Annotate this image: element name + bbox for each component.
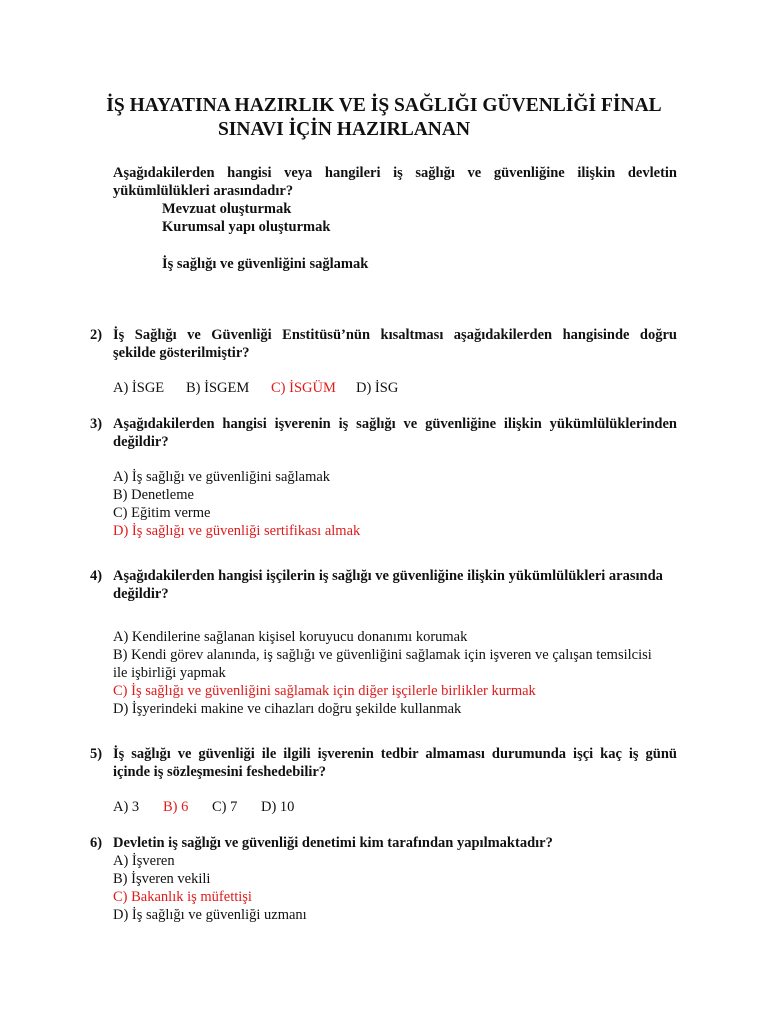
question-6-option-d: D) İş sağlığı ve güvenliği uzmanı xyxy=(113,907,307,923)
question-1-text-line1: Aşağıdakilerden hangisi veya hangileri iş sağlığı ve güvenliğine ilişkin devletin xyxy=(113,165,677,181)
question-2-option-c-correct: C) İSGÜM xyxy=(271,380,336,396)
question-2-text-line1: İş Sağlığı ve Güvenliği Enstitüsü’nün kısaltması aşağıdakilerden hangisinde doğru xyxy=(113,327,677,343)
question-5-text-line2: içinde iş sözleşmesini feshedebilir? xyxy=(113,764,327,780)
question-4-text-line1: Aşağıdakilerden hangisi işçilerin iş sağlığı ve güvenliğine ilişkin yükümlülükleri arasında xyxy=(113,568,663,584)
question-4-text-line2: değildir? xyxy=(113,586,169,602)
question-4-option-c-correct: C) İş sağlığı ve güvenliğini sağlamak için diğer işçilerle birlikler kurmak xyxy=(113,683,536,699)
question-4-option-a: A) Kendilerine sağlanan kişisel koruyucu donanımı korumak xyxy=(113,629,468,645)
question-3-number: 3) xyxy=(90,416,103,432)
question-1-item: Kurumsal yapı oluşturmak xyxy=(162,219,331,235)
question-1-item: İş sağlığı ve güvenliğini sağlamak xyxy=(162,256,369,272)
question-5-text-line1: İş sağlığı ve güvenliği ile ilgili işverenin tedbir almaması durumunda işçi kaç iş günü xyxy=(113,746,677,762)
question-6-option-b: B) İşveren vekili xyxy=(113,871,211,887)
question-1-text-line2: yükümlülükleri arasındadır? xyxy=(113,183,294,199)
question-3-text-line1: Aşağıdakilerden hangisi işverenin iş sağlığı ve güvenliğine ilişkin yükümlülüklerinden xyxy=(113,416,677,432)
question-4-number: 4) xyxy=(90,568,103,584)
question-5-option-b-correct: B) 6 xyxy=(163,799,189,815)
question-5-option-a: A) 3 xyxy=(113,799,140,815)
question-6-option-c-correct: C) Bakanlık iş müfettişi xyxy=(113,889,252,905)
question-6-number: 6) xyxy=(90,835,103,851)
question-5-number: 5) xyxy=(90,746,103,762)
question-4-option-d: D) İşyerindeki makine ve cihazları doğru şekilde kullanmak xyxy=(113,701,462,717)
question-4-option-b-continued: ile işbirliği yapmak xyxy=(113,665,226,681)
question-6-text-line1: Devletin iş sağlığı ve güvenliği denetimi kim tarafından yapılmaktadır? xyxy=(113,835,553,851)
question-3-option-d-correct: D) İş sağlığı ve güvenliği sertifikası almak xyxy=(113,523,361,539)
question-4-option-b: B) Kendi görev alanında, iş sağlığı ve güvenliğini sağlamak için işveren ve çalışan temsilcisi xyxy=(113,647,652,663)
question-3-text-line2: değildir? xyxy=(113,434,169,450)
question-2-option-b: B) İSGEM xyxy=(186,380,250,396)
question-2-number: 2) xyxy=(90,327,103,343)
question-3-option-b: B) Denetleme xyxy=(113,487,194,503)
question-3-option-a: A) İş sağlığı ve güvenliğini sağlamak xyxy=(113,469,331,485)
question-3-option-c: C) Eğitim verme xyxy=(113,505,211,521)
question-1-item: Mevzuat oluşturmak xyxy=(162,201,292,217)
question-2-option-a: A) İSGE xyxy=(113,380,165,396)
question-2-option-d: D) İSG xyxy=(356,380,399,396)
document-title-line2: SINAVI İÇİN HAZIRLANAN xyxy=(217,119,471,140)
question-2-text-line2: şekilde gösterilmiştir? xyxy=(113,345,250,361)
question-5-option-c: C) 7 xyxy=(212,799,238,815)
question-5-option-d: D) 10 xyxy=(261,799,295,815)
document-title-line1: İŞ HAYATINA HAZIRLIK VE İŞ SAĞLIĞI GÜVENLİĞİ FİNAL xyxy=(106,95,662,116)
question-6-option-a: A) İşveren xyxy=(113,853,175,869)
